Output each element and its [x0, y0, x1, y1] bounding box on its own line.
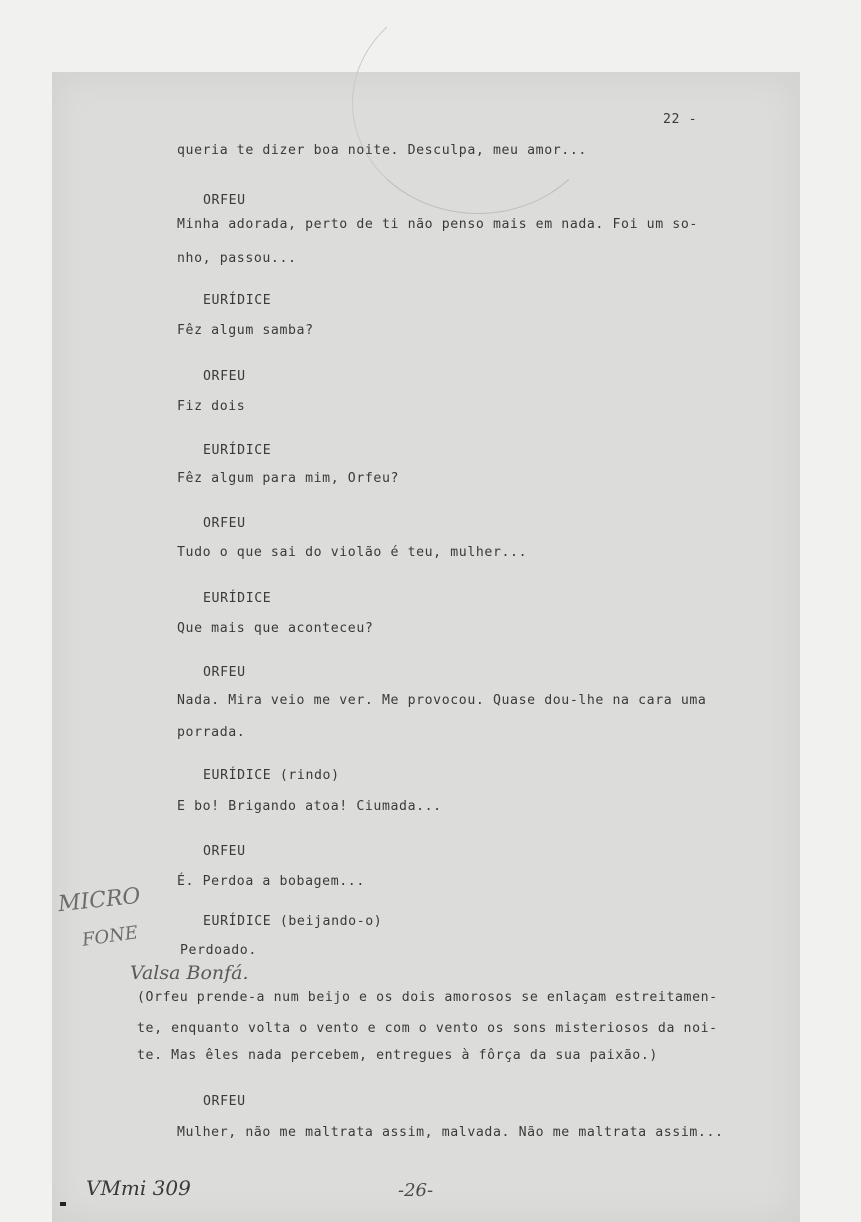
speaker-name: EURÍDICE (rindo): [203, 768, 340, 783]
speaker-name: EURÍDICE: [203, 293, 272, 308]
dialogue-line: Que mais que aconteceu?: [177, 621, 374, 636]
dialogue-line: E bo! Brigando atoa! Ciumada...: [177, 799, 442, 814]
speaker-name: EURÍDICE (beijando-o): [203, 914, 383, 929]
stage-direction-line: (Orfeu prende-a num beijo e os dois amorosos se enlaçam estreitamen-: [137, 990, 718, 1005]
dialogue-line: Fiz dois: [177, 399, 246, 414]
speaker-name: ORFEU: [203, 369, 246, 384]
archive-code: VMmi 309: [86, 1176, 191, 1200]
speaker-name: ORFEU: [203, 665, 246, 680]
handwritten-margin-note-line1: MICRO: [56, 883, 142, 918]
dialogue-line: queria te dizer boa noite. Desculpa, meu amor...: [177, 143, 587, 158]
footer-page-number: -26-: [398, 1180, 434, 1201]
dialogue-line: Mulher, não me maltrata assim, malvada. Não me maltrata assim...: [177, 1125, 724, 1140]
dialogue-line: Perdoado.: [180, 943, 257, 958]
stage-direction-line: te, enquanto volta o vento e com o vento os sons misteriosos da noi-: [137, 1021, 718, 1036]
dialogue-line: nho, passou...: [177, 251, 297, 266]
corner-mark: [60, 1202, 66, 1206]
speaker-name: EURÍDICE: [203, 591, 272, 606]
speaker-name: ORFEU: [203, 844, 246, 859]
speaker-name: ORFEU: [203, 1094, 246, 1109]
dialogue-line: Tudo o que sai do violão é teu, mulher...: [177, 545, 528, 560]
stage-direction-line: te. Mas êles nada percebem, entregues à fôrça da sua paixão.): [137, 1048, 658, 1063]
dialogue-line: Minha adorada, perto de ti não penso mais em nada. Foi um so-: [177, 217, 698, 232]
speaker-name: ORFEU: [203, 193, 246, 208]
dialogue-line: porrada.: [177, 725, 246, 740]
handwritten-insert-note: Valsa Bonfá.: [130, 962, 249, 984]
dialogue-line: Nada. Mira veio me ver. Me provocou. Quase dou-lhe na cara uma: [177, 693, 707, 708]
handwritten-margin-note-line2: FONE: [80, 922, 140, 951]
dialogue-line: Fêz algum para mim, Orfeu?: [177, 471, 400, 486]
dialogue-line: Fêz algum samba?: [177, 323, 314, 338]
dialogue-line: É. Perdoa a bobagem...: [177, 874, 365, 889]
typed-page-number: 22 -: [663, 112, 698, 127]
speaker-name: EURÍDICE: [203, 443, 272, 458]
speaker-name: ORFEU: [203, 516, 246, 531]
